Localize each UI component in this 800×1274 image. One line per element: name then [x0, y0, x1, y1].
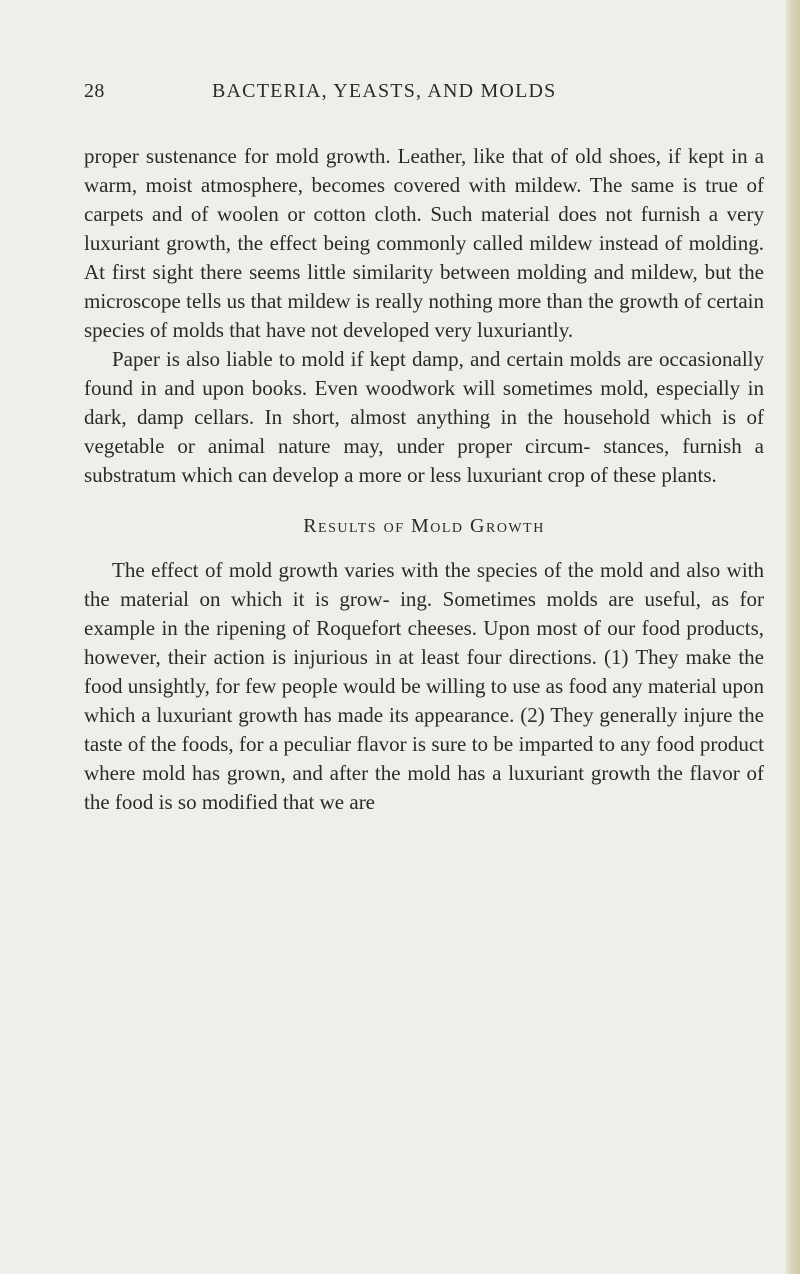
- page-number: 28: [84, 80, 105, 102]
- paragraph-mildew: proper sustenance for mold growth. Leather, like that of old shoes, if kept in a warm, moist atmosphere, becomes covered with mildew. The same is true of carpets and of woolen or cotton cloth. Such material does not furnish a very luxuriant growth, the effect being commonly called mildew instead of molding. At first sight there seems little similarity between molding and mildew, but the microscope tells us that mildew is really nothing more than the growth of certain species of molds that have not developed very luxuriantly.: [84, 144, 764, 342]
- paragraph-effects-of-mold: The effect of mold growth varies with the species of the mold and also with the material on which it is grow- ing. Sometimes molds are useful, as for example in the ripening of Roquefort cheeses. Upon most of our food products, however, their action is injurious in at least four directions. (1) They make the food unsightly, for few people would be willing to use as food any material upon which a luxuriant growth has made its appearance. (2) They generally injure the taste of the foods, for a peculiar flavor is sure to be imparted to any food product where mold has grown, and after the mold has a luxuriant growth the flavor of the food is so modified that we are: [84, 558, 764, 814]
- body-text: [84, 142, 764, 817]
- running-head: [84, 80, 764, 112]
- page-edge: [786, 0, 800, 1274]
- section-heading: Results of Mold Growth: [303, 515, 545, 537]
- running-title: BACTERIA, YEASTS, AND MOLDS: [212, 80, 557, 102]
- paragraph-paper-and-woodwork: Paper is also liable to mold if kept damp, and certain molds are occasionally found in and upon books. Even woodwork will sometimes mold, especially in dark, damp cellars. In short, almost anything in the household which is of vegetable or animal nature may, under proper circum- stances, furnish a substratum which can develop a more or less luxuriant crop of these plants.: [84, 347, 764, 487]
